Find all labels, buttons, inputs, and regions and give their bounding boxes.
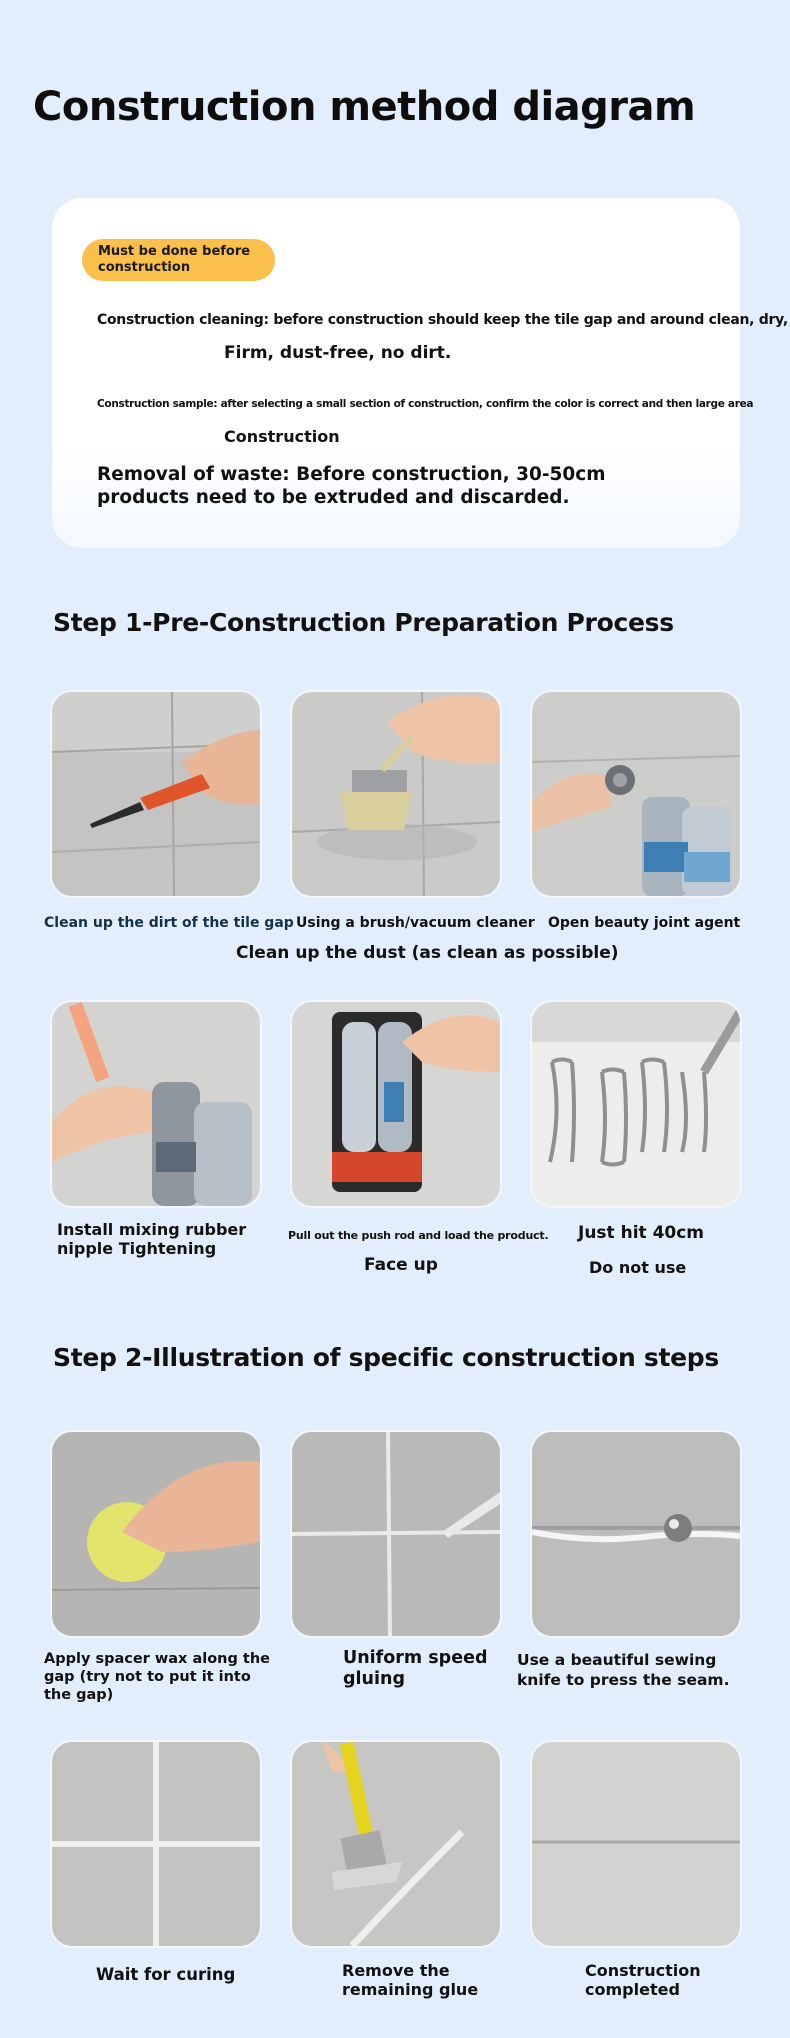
photo-mixing-nipple [52,1002,260,1206]
photo-test-squeeze [532,1002,740,1206]
caption-face-up: Face up [364,1255,438,1275]
caption-uniform-gluing: Uniform speed gluing [343,1648,488,1689]
sample-requirement-cont: Construction [224,427,340,446]
caption-remove-glue: Remove the remaining glue [342,1961,479,1999]
caption-hit-40cm: Just hit 40cm [578,1223,705,1243]
caption-clean-dust: Clean up the dust (as clean as possible) [236,943,619,963]
caption-brush-vacuum: Using a brush/vacuum cleaner [296,915,535,931]
requirement-badge: Must be done before construction [82,239,275,281]
caption-do-not-use: Do not use [589,1258,687,1277]
caption-curing: Wait for curing [96,1965,236,1984]
photo-scraper-tile-gap [52,692,260,896]
photo-open-joint-agent [532,692,740,896]
waste-requirement: Removal of waste: Before construction, 30-50cm products need to be extruded and discarded. [97,464,606,508]
caption-press-seam: Use a beautiful sewing knife to press the seam. [517,1651,730,1689]
caption-spacer-wax: Apply spacer wax along the gap (try not to put it into the gap) [44,1651,271,1703]
photo-brush-cleaning [292,692,500,896]
cleaning-requirement-cont: Firm, dust-free, no dirt. [224,343,452,363]
photo-remove-glue [292,1742,500,1946]
pre-construction-card [52,198,788,548]
page-title: Construction method diagram [33,84,696,130]
photo-press-seam [532,1432,740,1636]
cleaning-requirement: Construction cleaning: before construction should keep the tile gap and around clean, dry, [97,312,788,328]
photo-push-rod [292,1002,500,1206]
caption-push-rod: Pull out the push rod and load the product. [288,1229,549,1242]
caption-completed: Construction completed [585,1961,701,1999]
photo-construction-completed [532,1742,740,1946]
sample-requirement: Construction sample: after selecting a small section of construction, confirm the color is correct and then large area [97,398,754,410]
caption-clean-tile-gap: Clean up the dirt of the tile gap [44,915,294,931]
photo-spacer-wax [52,1432,260,1636]
caption-open-agent: Open beauty joint agent [548,915,741,931]
step2-heading: Step 2-Illustration of specific construction steps [53,1343,719,1372]
step1-heading: Step 1-Pre-Construction Preparation Process [53,608,674,637]
caption-mixing-nipple: Install mixing rubber nipple Tightening [57,1220,247,1258]
photo-curing [52,1742,260,1946]
photo-uniform-gluing [292,1432,500,1636]
